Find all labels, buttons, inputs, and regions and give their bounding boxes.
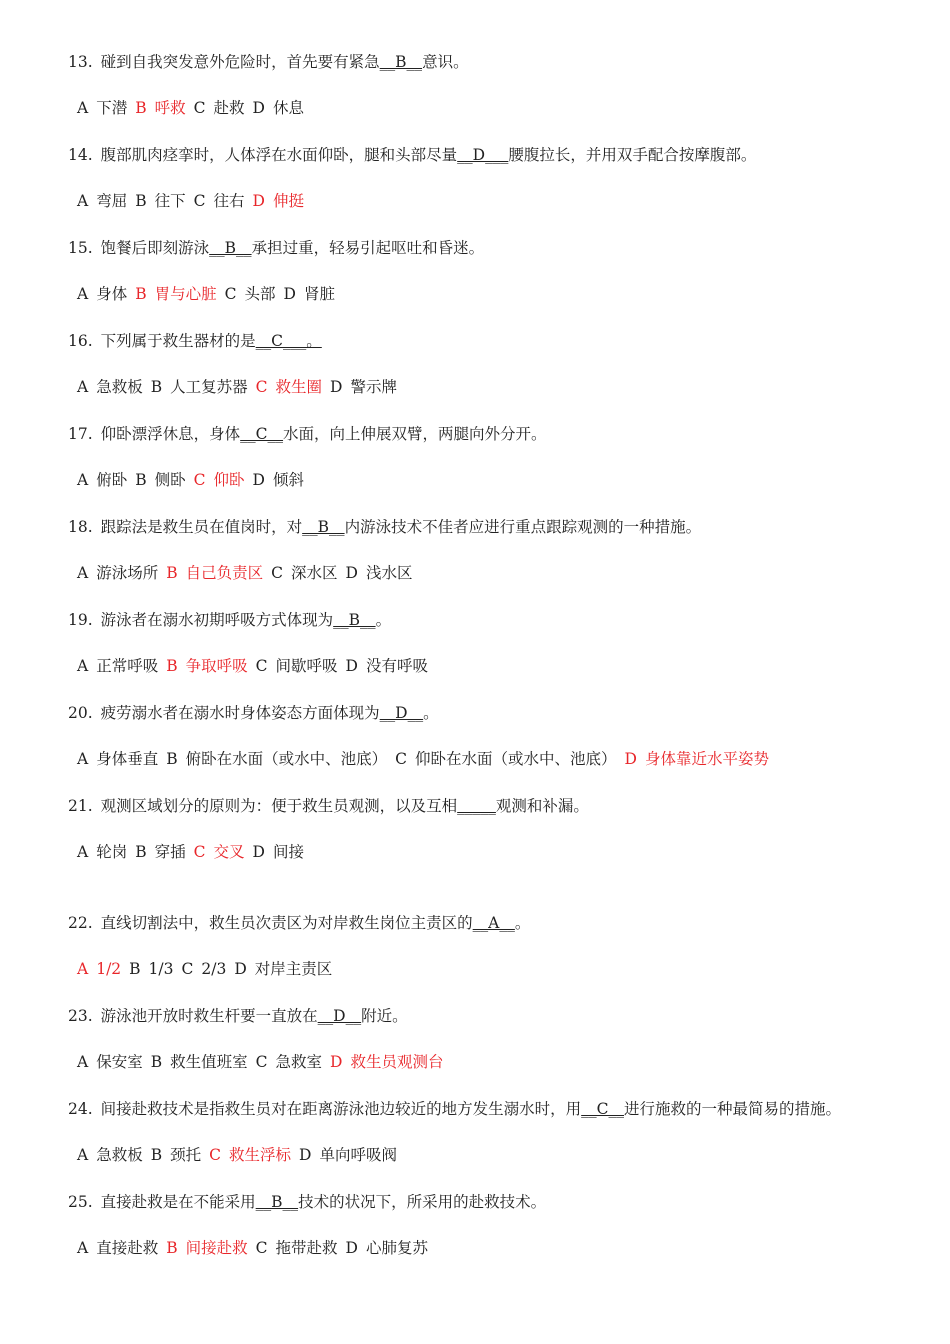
option-text: 拖带赴救	[275, 1239, 338, 1257]
question-stem	[68, 424, 547, 444]
option	[135, 192, 185, 210]
question-stem	[68, 1099, 841, 1119]
option-text: 1/3	[148, 960, 174, 978]
option-correct	[194, 843, 245, 861]
question-number: 18.	[68, 518, 93, 536]
option	[256, 657, 338, 675]
option	[194, 192, 245, 210]
option	[77, 1053, 143, 1071]
option	[77, 471, 127, 489]
option-letter: B	[135, 99, 147, 117]
option	[129, 960, 173, 978]
option-letter: B	[135, 471, 147, 489]
option-text: 游泳场所	[96, 564, 159, 582]
option-correct	[135, 99, 185, 117]
option-text: 间歇呼吸	[275, 657, 338, 675]
option-correct	[625, 750, 769, 768]
option-text: 身体靠近水平姿势	[644, 750, 769, 768]
option-letter: D	[345, 564, 358, 582]
option-text: 深水区	[291, 564, 338, 582]
option	[299, 1146, 397, 1164]
option-letter: A	[77, 378, 89, 396]
option-text: 1/2	[96, 960, 122, 978]
options-row	[77, 1238, 436, 1258]
question-text: 仰卧漂浮休息，身体	[100, 425, 241, 443]
question-stem	[68, 145, 756, 165]
option-text: 心肺复苏	[365, 1239, 428, 1257]
option-text: 直接赴救	[96, 1239, 159, 1257]
option	[77, 843, 127, 861]
question-text: 游泳者在溺水初期呼吸方式体现为	[100, 611, 334, 629]
option	[135, 843, 185, 861]
option-text: 呼救	[154, 99, 186, 117]
option-letter: D	[330, 1053, 343, 1071]
option	[253, 843, 304, 861]
option-text: 急救板	[96, 1146, 143, 1164]
option	[135, 471, 185, 489]
option-correct	[166, 1239, 247, 1257]
option-text: 警示牌	[350, 378, 397, 396]
option	[194, 99, 245, 117]
option	[346, 1239, 428, 1257]
option-letter: C	[193, 471, 206, 489]
option-letter: B	[150, 378, 163, 396]
option-letter: A	[77, 471, 89, 489]
option-letter: C	[271, 564, 283, 582]
option-letter: B	[150, 1053, 163, 1071]
option-text: 往右	[213, 192, 245, 210]
option-correct	[330, 1053, 443, 1071]
options-row	[77, 563, 420, 583]
question-text-tail: 腰腹拉长，并用双手配合按摩腹部。	[508, 146, 757, 164]
option	[77, 285, 127, 303]
option	[346, 657, 428, 675]
question-text-tail: 进行施救的一种最简易的措施。	[624, 1100, 842, 1118]
question-number: 13.	[68, 53, 93, 71]
option	[182, 960, 227, 978]
option-letter: B	[135, 192, 147, 210]
question-text-tail: 承担过重，轻易引起呕吐和昏迷。	[251, 239, 485, 257]
options-row	[77, 284, 343, 304]
option-text: 保安室	[96, 1053, 143, 1071]
option-text: 救生值班室	[170, 1053, 248, 1071]
question-text: 饱餐后即刻游泳	[100, 239, 210, 257]
option-letter: B	[166, 750, 178, 768]
option-text: 头部	[244, 285, 276, 303]
option-text: 往下	[154, 192, 186, 210]
option-letter: D	[252, 471, 265, 489]
option-text: 倾斜	[272, 471, 304, 489]
option-correct	[194, 471, 245, 489]
option-letter: B	[135, 285, 147, 303]
question-number: 22.	[68, 914, 93, 932]
option-text: 救生圈	[275, 378, 323, 396]
option-text: 轮岗	[96, 843, 128, 861]
answer-blank: __C__	[581, 1100, 625, 1118]
option	[77, 378, 143, 396]
option-text: 侧卧	[154, 471, 186, 489]
option	[77, 750, 158, 768]
option-letter: A	[77, 99, 89, 117]
option-correct	[166, 564, 263, 582]
option-correct	[77, 960, 121, 978]
question-text-tail: 。	[423, 704, 439, 722]
option-text: 伸挺	[272, 192, 304, 210]
answer-blank: __D___	[457, 146, 509, 164]
question-stem	[68, 913, 530, 933]
option-correct	[166, 657, 247, 675]
question-stem	[68, 703, 439, 723]
option-letter: A	[77, 1053, 89, 1071]
question-text: 直线切割法中，救生员次责区为对岸救生岗位主责区的	[100, 914, 473, 932]
option	[253, 471, 304, 489]
option-letter: A	[77, 564, 89, 582]
option	[256, 1239, 338, 1257]
option-text: 人工复苏器	[170, 378, 248, 396]
question-text-tail: 附近。	[361, 1007, 408, 1025]
question-number: 19.	[68, 611, 93, 629]
option	[225, 285, 276, 303]
option	[253, 99, 304, 117]
option-letter: C	[181, 960, 194, 978]
option	[151, 1053, 248, 1071]
options-row	[77, 377, 405, 397]
option-letter: C	[395, 750, 407, 768]
question-stem	[68, 331, 322, 351]
option-letter: B	[166, 564, 178, 582]
answer-blank: __D__	[379, 704, 424, 722]
option-correct	[256, 378, 322, 396]
options-row	[77, 191, 312, 211]
option-text: 间接赴救	[185, 1239, 248, 1257]
option	[151, 1146, 201, 1164]
question-text: 直接赴救是在不能采用	[100, 1193, 256, 1211]
question-text: 疲劳溺水者在溺水时身体姿态方面体现为	[100, 704, 380, 722]
question-stem	[68, 238, 484, 258]
option-letter: D	[345, 657, 358, 675]
option-text: 单向呼吸阀	[319, 1146, 397, 1164]
question-stem	[68, 52, 469, 72]
option-letter: D	[234, 960, 247, 978]
options-row	[77, 749, 777, 769]
option-text: 休息	[272, 99, 304, 117]
option-letter: A	[77, 1146, 89, 1164]
option-text: 救生员观测台	[350, 1053, 444, 1071]
option	[77, 99, 127, 117]
answer-blank: __B__	[255, 1193, 299, 1211]
question-text: 下列属于救生器材的是	[100, 332, 256, 350]
option-letter: D	[283, 285, 296, 303]
question-text: 跟踪法是救生员在值岗时，对	[100, 518, 303, 536]
option	[330, 378, 397, 396]
option	[77, 1239, 158, 1257]
option-letter: A	[77, 285, 89, 303]
option-text: 俯卧	[96, 471, 128, 489]
options-row	[77, 1145, 405, 1165]
question-stem	[68, 1006, 408, 1026]
option-letter: D	[345, 1239, 358, 1257]
question-text-tail: 水面，向上伸展双臂，两腿向外分开。	[283, 425, 547, 443]
option-letter: D	[252, 843, 265, 861]
options-row	[77, 1052, 451, 1072]
option-text: 救生浮标	[229, 1146, 292, 1164]
option-letter: C	[209, 1146, 221, 1164]
question-number: 16.	[68, 332, 93, 350]
answer-blank: __B__	[333, 611, 376, 629]
option-text: 2/3	[201, 960, 227, 978]
option-text: 赴救	[213, 99, 245, 117]
option-letter: A	[77, 960, 89, 978]
option-text: 弯屈	[96, 192, 128, 210]
option-correct	[253, 192, 304, 210]
option-text: 正常呼吸	[96, 657, 159, 675]
option-letter: A	[77, 657, 89, 675]
option-letter: C	[255, 1053, 268, 1071]
options-row	[77, 98, 312, 118]
option-text: 争取呼吸	[185, 657, 248, 675]
question-text-tail: 观测和补漏。	[495, 797, 589, 815]
question-text: 间接赴救技术是指救生员对在距离游泳池边较近的地方发生溺水时，用	[100, 1100, 582, 1118]
option	[346, 564, 413, 582]
question-stem	[68, 796, 589, 816]
option	[77, 1146, 143, 1164]
option-text: 胃与心脏	[154, 285, 217, 303]
answer-blank: __A__	[472, 914, 515, 932]
answer-blank: __C__	[240, 425, 284, 443]
option-text: 仰卧在水面（或水中、池底）	[415, 750, 617, 768]
option-letter: C	[224, 285, 237, 303]
question-stem	[68, 517, 701, 537]
question-text-tail: 内游泳技术不佳者应进行重点跟踪观测的一种措施。	[344, 518, 702, 536]
option	[284, 285, 335, 303]
option-letter: B	[166, 1239, 178, 1257]
option-letter: A	[77, 1239, 89, 1257]
question-number: 23.	[68, 1007, 93, 1025]
question-text: 游泳池开放时救生杆要一直放在	[100, 1007, 318, 1025]
option-text: 自己负责区	[185, 564, 264, 582]
option-text: 穿插	[154, 843, 186, 861]
question-number: 21.	[68, 797, 93, 815]
options-row	[77, 959, 340, 979]
question-number: 17.	[68, 425, 93, 443]
option	[395, 750, 616, 768]
option-letter: A	[77, 750, 89, 768]
question-number: 14.	[68, 146, 93, 164]
question-number: 15.	[68, 239, 93, 257]
option	[256, 1053, 322, 1071]
option-text: 急救板	[96, 378, 143, 396]
option-letter: C	[255, 378, 268, 396]
answer-blank: __B__	[302, 518, 345, 536]
answer-blank: __B__	[209, 239, 252, 257]
option-text: 肾脏	[303, 285, 335, 303]
option-correct	[135, 285, 216, 303]
question-text: 观测区域划分的原则为：便于救生员观测，以及互相	[100, 797, 458, 815]
option	[271, 564, 337, 582]
question-text-tail: 技术的状况下，所采用的赴救技术。	[298, 1193, 547, 1211]
option	[166, 750, 387, 768]
option-text: 交叉	[213, 843, 245, 861]
question-number: 20.	[68, 704, 93, 722]
option-letter: B	[166, 657, 178, 675]
option-text: 浅水区	[365, 564, 413, 582]
option-text: 下潜	[96, 99, 128, 117]
options-row	[77, 656, 436, 676]
option-text: 俯卧在水面（或水中、池底）	[185, 750, 388, 768]
question-text: 碰到自我突发意外危险时，首先要有紧急	[100, 53, 380, 71]
option-text: 急救室	[275, 1053, 323, 1071]
option-letter: D	[624, 750, 637, 768]
option-correct	[209, 1146, 291, 1164]
answer-blank: _____	[457, 797, 496, 815]
question-stem	[68, 610, 391, 630]
option-text: 仰卧	[213, 471, 245, 489]
question-text-tail: 意识。	[422, 53, 469, 71]
options-row	[77, 842, 312, 862]
option-letter: B	[135, 843, 147, 861]
option-letter: D	[330, 378, 343, 396]
question-number: 25.	[68, 1193, 93, 1211]
option-letter: B	[150, 1146, 163, 1164]
option-letter: D	[252, 99, 265, 117]
option	[151, 378, 248, 396]
option-letter: C	[193, 843, 206, 861]
option-letter: D	[299, 1146, 312, 1164]
option	[77, 564, 158, 582]
option-letter: A	[77, 192, 89, 210]
option-text: 身体	[96, 285, 128, 303]
option	[77, 192, 127, 210]
option-letter: C	[255, 1239, 268, 1257]
option	[77, 657, 158, 675]
option	[234, 960, 332, 978]
question-number: 24.	[68, 1100, 93, 1118]
option-letter: C	[193, 192, 206, 210]
option-letter: D	[252, 192, 265, 210]
answer-blank: __B__	[379, 53, 423, 71]
option-letter: C	[193, 99, 206, 117]
option-letter: C	[255, 657, 268, 675]
option-letter: B	[129, 960, 141, 978]
option-letter: A	[77, 843, 89, 861]
answer-blank: __D__	[317, 1007, 362, 1025]
question-text-tail: 。	[514, 914, 531, 932]
question-stem	[68, 1192, 546, 1212]
option-text: 没有呼吸	[365, 657, 428, 675]
options-row	[77, 470, 312, 490]
option-text: 颈托	[170, 1146, 202, 1164]
option-text: 间接	[272, 843, 304, 861]
answer-blank: __C___。	[255, 332, 322, 350]
option-text: 身体垂直	[96, 750, 159, 768]
question-text-tail: 。	[375, 611, 392, 629]
question-text: 腹部肌肉痉挛时，人体浮在水面仰卧，腿和头部尽量	[100, 146, 458, 164]
option-text: 对岸主责区	[254, 960, 333, 978]
